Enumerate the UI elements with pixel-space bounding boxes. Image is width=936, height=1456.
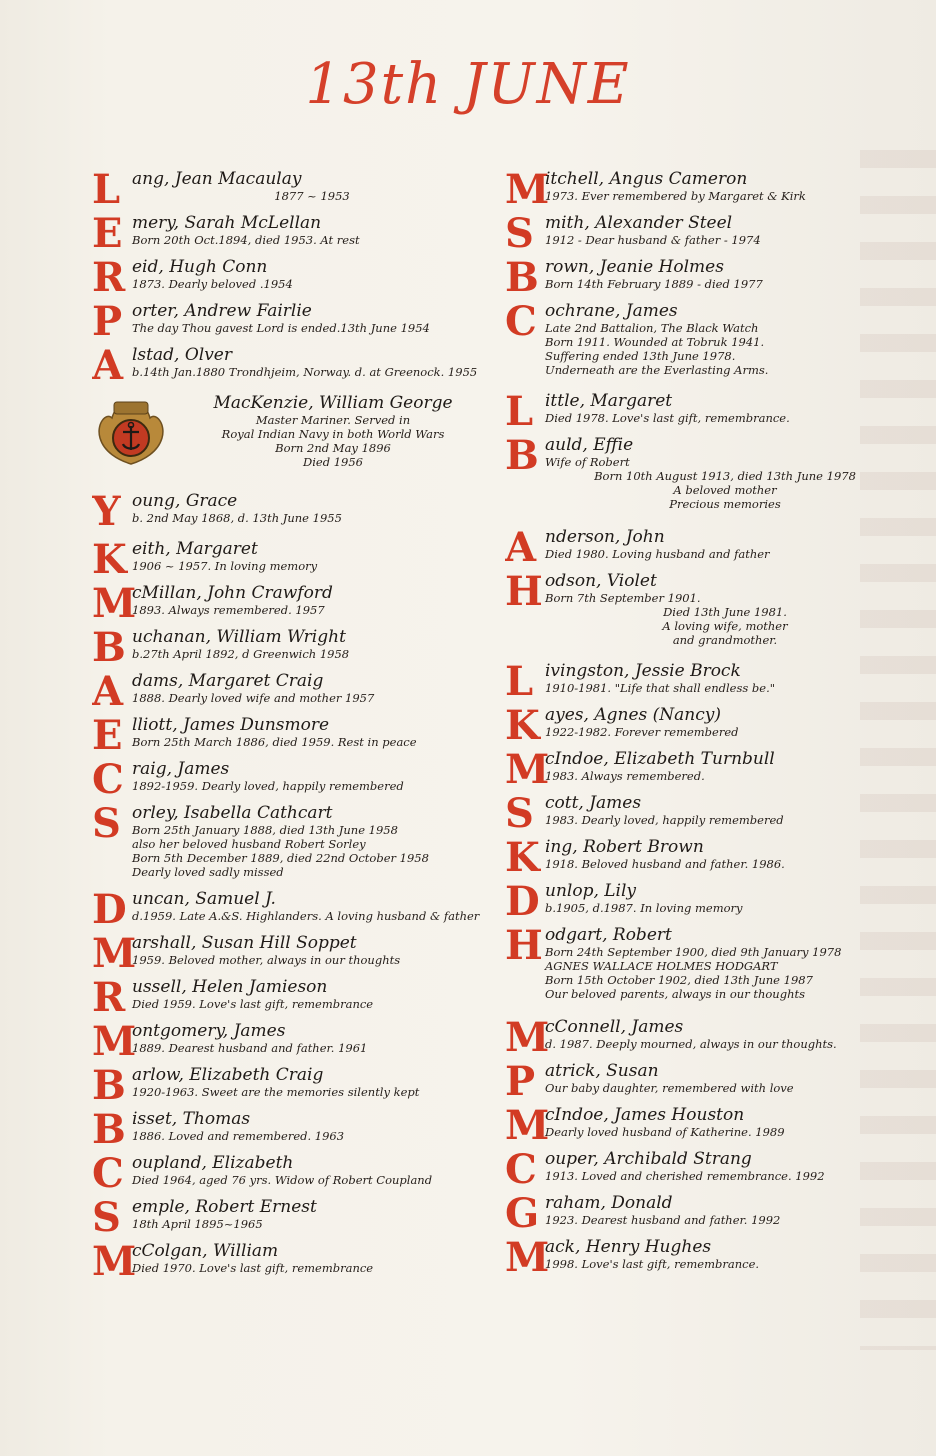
illuminated-initial: A (92, 346, 124, 389)
entry-body (174, 394, 492, 469)
illuminated-initial: M (505, 750, 550, 793)
entry-inscription: Master Mariner. Served in (255, 413, 411, 427)
entry-name: cConnell, James (545, 1018, 684, 1037)
entry-inscription: 1973. Ever remembered by Margaret & Kirk (545, 189, 806, 203)
illuminated-initial: E (92, 214, 123, 257)
illuminated-initial: M (505, 1106, 550, 1149)
entry-name: oupland, Elizabeth (132, 1154, 294, 1173)
entry-body (132, 716, 492, 749)
entry-inscription: Born 25th March 1886, died 1959. Rest in peace (132, 735, 417, 749)
entry-body (545, 838, 905, 871)
entry-body (545, 572, 905, 647)
memorial-entry (92, 214, 492, 258)
entry-inscription: 1922-1982. Forever remembered (545, 725, 739, 739)
entry-name: ivingston, Jessie Brock (545, 662, 741, 681)
memorial-entry (505, 1106, 905, 1150)
entry-name: eith, Margaret (132, 540, 258, 559)
illuminated-initial: D (92, 890, 127, 933)
entry-body (132, 492, 492, 525)
entry-inscription: 1983. Dearly loved, happily remembered (545, 813, 784, 827)
entry-name: lliott, James Dunsmore (132, 716, 330, 735)
memorial-entry (505, 1062, 905, 1106)
entry-name: cIndoe, Elizabeth Turnbull (545, 750, 775, 769)
entry-inscription: The day Thou gavest Lord is ended.13th June 1954 (132, 321, 430, 335)
illuminated-initial: S (505, 794, 534, 837)
entry-body (132, 1154, 492, 1187)
entry-body (545, 170, 905, 203)
illuminated-initial: C (92, 760, 124, 803)
entry-inscription: also her beloved husband Robert Sorley (132, 837, 366, 851)
entry-inscription: 1873. Dearly beloved .1954 (132, 277, 293, 291)
memorial-entry (505, 750, 905, 794)
entry-inscription: Died 1964, aged 76 yrs. Widow of Robert Coupland (132, 1173, 433, 1187)
entry-body (545, 436, 905, 511)
entry-inscription: Born 24th September 1900, died 9th January 1978 (545, 945, 842, 959)
entry-body (132, 1198, 492, 1231)
entry-body (545, 750, 905, 783)
entry-inscription: Born 10th August 1913, died 13th June 1978 (594, 469, 856, 483)
entry-inscription: b.1905, d.1987. In loving memory (545, 901, 743, 915)
memorial-entry (92, 394, 492, 492)
entry-name: ochrane, James (545, 302, 678, 321)
illuminated-initial: K (505, 838, 540, 881)
entry-body (545, 794, 905, 827)
entry-inscription: Born 7th September 1901. (545, 591, 701, 605)
entry-body (132, 628, 492, 661)
memorial-entry (505, 1238, 905, 1282)
illuminated-initial: R (92, 978, 126, 1021)
memorial-entry (92, 628, 492, 672)
entry-body (545, 926, 905, 1001)
entry-name: cColgan, William (132, 1242, 279, 1261)
entry-body (545, 882, 905, 915)
entry-body (132, 672, 492, 705)
right-column (505, 170, 905, 1282)
memorial-entry (92, 890, 492, 934)
entry-name: oung, Grace (132, 492, 238, 511)
illuminated-initial: P (92, 302, 123, 345)
entry-body (132, 978, 492, 1011)
illuminated-initial: L (505, 662, 534, 705)
entry-inscription: 18th April 1895~1965 (132, 1217, 263, 1231)
entry-inscription: Born 15th October 1902, died 13th June 1987 (545, 973, 813, 987)
entry-body (545, 1018, 905, 1051)
illuminated-initial: K (92, 540, 127, 583)
entry-name: orter, Andrew Fairlie (132, 302, 312, 321)
entry-name: mery, Sarah McLellan (132, 214, 322, 233)
illuminated-initial: A (92, 672, 124, 715)
entry-name: raig, James (132, 760, 230, 779)
illuminated-initial: H (505, 572, 543, 615)
illuminated-initial: B (505, 436, 539, 479)
entry-name: raham, Donald (545, 1194, 673, 1213)
entry-inscription: 1913. Loved and cherished remembrance. 1992 (545, 1169, 825, 1183)
entry-name: ontgomery, James (132, 1022, 286, 1041)
memorial-entry (92, 1154, 492, 1198)
illuminated-initial: M (92, 584, 137, 627)
entry-inscription: b.14th Jan.1880 Trondhjeim, Norway. d. at Greenock. 1955 (132, 365, 478, 379)
entry-inscription: Died 1978. Love's last gift, remembrance. (545, 411, 790, 425)
entry-inscription: 1920-1963. Sweet are the memories silently kept (132, 1085, 420, 1099)
entry-body (545, 1106, 905, 1139)
entry-body (132, 760, 492, 793)
entry-inscription: Died 13th June 1981. (663, 605, 787, 619)
entry-inscription: Royal Indian Navy in both World Wars (221, 427, 445, 441)
illuminated-initial: R (92, 258, 126, 301)
entry-inscription: Precious memories (669, 497, 781, 511)
illuminated-initial: S (92, 1198, 121, 1241)
entry-body (545, 392, 905, 425)
memorial-entry (92, 540, 492, 584)
illuminated-initial: M (92, 1022, 137, 1065)
entry-inscription: 1910-1981. "Life that shall endless be." (545, 681, 776, 695)
entry-inscription: Dearly loved husband of Katherine. 1989 (545, 1125, 785, 1139)
entry-inscription: A loving wife, mother (662, 619, 788, 633)
memorial-entry (505, 926, 905, 1018)
memorial-entry (505, 170, 905, 214)
entry-body (545, 214, 905, 247)
entry-body (545, 528, 905, 561)
entry-name: itchell, Angus Cameron (545, 170, 748, 189)
entry-name: emple, Robert Ernest (132, 1198, 317, 1217)
entry-name: uncan, Samuel J. (132, 890, 276, 909)
entry-name: ang, Jean Macaulay (132, 170, 302, 189)
entry-inscription: and grandmother. (672, 633, 778, 647)
memorial-entry (505, 662, 905, 706)
memorial-entry (505, 1018, 905, 1062)
memorial-entry (505, 436, 905, 528)
memorial-entry (505, 1194, 905, 1238)
entry-inscription: 1889. Dearest husband and father. 1961 (132, 1041, 368, 1055)
memorial-entry (92, 584, 492, 628)
memorial-entry (505, 258, 905, 302)
illuminated-initial: K (505, 706, 540, 749)
memorial-entry (92, 1022, 492, 1066)
illuminated-initial: Y (92, 492, 121, 535)
illuminated-initial: B (92, 1066, 126, 1109)
memorial-entry (505, 706, 905, 750)
illuminated-initial: M (92, 934, 137, 977)
entry-body (545, 1062, 905, 1095)
entry-name: arshall, Susan Hill Soppet (132, 934, 357, 953)
entry-inscription: Our beloved parents, always in our thoughts (545, 987, 805, 1001)
entry-name: cMillan, John Crawford (132, 584, 333, 603)
entry-body (132, 302, 492, 335)
memorial-entry (505, 572, 905, 662)
illuminated-initial: M (92, 1242, 137, 1285)
entry-body (545, 1150, 905, 1183)
illuminated-initial: B (92, 1110, 126, 1153)
entry-name: nderson, John (545, 528, 665, 547)
entry-body (132, 934, 492, 967)
memorial-entry (92, 760, 492, 804)
entry-inscription: 1906 ~ 1957. In loving memory (132, 559, 318, 573)
illuminated-initial: M (505, 170, 550, 213)
entry-inscription: Died 1970. Love's last gift, remembrance (132, 1261, 374, 1275)
entry-inscription: b. 2nd May 1868, d. 13th June 1955 (132, 511, 342, 525)
entry-inscription: 1912 - Dear husband & father - 1974 (545, 233, 761, 247)
memorial-entry (92, 1066, 492, 1110)
entry-name: odgart, Robert (545, 926, 672, 945)
entry-name: rown, Jeanie Holmes (545, 258, 724, 277)
entry-inscription: 1888. Dearly loved wife and mother 1957 (132, 691, 375, 705)
memorial-entry (92, 1110, 492, 1154)
entry-name: ing, Robert Brown (545, 838, 704, 857)
illuminated-initial: P (505, 1062, 536, 1105)
entry-inscription: Died 1956 (303, 455, 363, 469)
entry-body (132, 890, 492, 923)
memorial-entry (92, 978, 492, 1022)
memorial-entry (92, 492, 492, 540)
entry-body (132, 170, 492, 203)
entry-inscription: Born 14th February 1889 - died 1977 (545, 277, 763, 291)
entry-inscription: 1998. Love's last gift, remembrance. (545, 1257, 760, 1271)
entry-body (132, 540, 492, 573)
entry-name: atrick, Susan (545, 1062, 659, 1081)
memorial-entry (505, 528, 905, 572)
entry-inscription: 1983. Always remembered. (545, 769, 705, 783)
memorial-entry (505, 794, 905, 838)
illuminated-initial: M (505, 1238, 550, 1281)
memorial-entry (92, 804, 492, 890)
entry-inscription: Wife of Robert (545, 455, 630, 469)
illuminated-initial: E (92, 716, 123, 759)
entry-inscription: A beloved mother (673, 483, 777, 497)
entry-name: ussell, Helen Jamieson (132, 978, 328, 997)
memorial-entry (92, 302, 492, 346)
illuminated-initial: C (505, 1150, 537, 1193)
entry-name: cott, James (545, 794, 642, 813)
illuminated-initial: L (92, 170, 121, 213)
memorial-entry (505, 302, 905, 392)
entry-inscription: Born 2nd May 1896 (275, 441, 391, 455)
entry-name: orley, Isabella Cathcart (132, 804, 333, 823)
entry-inscription: Born 5th December 1889, died 22nd October 1958 (132, 851, 429, 865)
entry-body (132, 1110, 492, 1143)
entry-name: ayes, Agnes (Nancy) (545, 706, 721, 725)
entry-body (545, 302, 905, 377)
entry-inscription: Born 20th Oct.1894, died 1953. At rest (132, 233, 360, 247)
memorial-entry (505, 392, 905, 436)
illuminated-initial: C (505, 302, 537, 345)
entry-body (545, 1194, 905, 1227)
entry-name: lstad, Olver (132, 346, 232, 365)
entry-name: dams, Margaret Craig (132, 672, 324, 691)
illuminated-initial: B (505, 258, 539, 301)
entry-body (545, 258, 905, 291)
entry-body (132, 346, 492, 379)
entry-name: MacKenzie, William George (213, 394, 453, 413)
entry-inscription: 1923. Dearest husband and father. 1992 (545, 1213, 781, 1227)
entry-body (132, 258, 492, 291)
entry-inscription: AGNES WALLACE HOLMES HODGART (545, 959, 778, 973)
entry-name: ouper, Archibald Strang (545, 1150, 752, 1169)
entry-inscription: 1918. Beloved husband and father. 1986. (545, 857, 785, 871)
entry-name: eid, Hugh Conn (132, 258, 268, 277)
memorial-entry (92, 1242, 492, 1286)
entry-inscription: Dearly loved sadly missed (132, 865, 284, 879)
memorial-entry (92, 346, 492, 394)
entry-inscription: 1893. Always remembered. 1957 (132, 603, 325, 617)
memorial-entry (505, 1150, 905, 1194)
entry-name: isset, Thomas (132, 1110, 251, 1129)
entry-body (132, 1022, 492, 1055)
illuminated-initial: S (505, 214, 534, 257)
entry-name: odson, Violet (545, 572, 657, 591)
entry-inscription: Born 25th January 1888, died 13th June 1958 (132, 823, 398, 837)
naval-crest-icon (92, 394, 170, 474)
memorial-entry (505, 838, 905, 882)
memorial-entry (92, 934, 492, 978)
entry-body (132, 584, 492, 617)
entry-name: unlop, Lily (545, 882, 637, 901)
entry-inscription: Died 1959. Love's last gift, remembrance (132, 997, 374, 1011)
entry-inscription: Late 2nd Battalion, The Black Watch (545, 321, 759, 335)
illuminated-initial: B (92, 628, 126, 671)
memorial-entry (505, 882, 905, 926)
illuminated-initial: A (505, 528, 537, 571)
entry-inscription: Born 1911. Wounded at Tobruk 1941. (545, 335, 765, 349)
illuminated-initial: M (505, 1018, 550, 1061)
entry-name: ack, Henry Hughes (545, 1238, 712, 1257)
entry-name: arlow, Elizabeth Craig (132, 1066, 324, 1085)
entry-inscription: d.1959. Late A.&S. Highlanders. A loving husband & father (132, 909, 480, 923)
memorial-entry (505, 214, 905, 258)
entry-name: auld, Effie (545, 436, 634, 455)
entry-inscription: 1892-1959. Dearly loved, happily remembered (132, 779, 404, 793)
memorial-entry (92, 1198, 492, 1242)
illuminated-initial: C (92, 1154, 124, 1197)
illuminated-initial: D (505, 882, 540, 925)
page-title: 13th JUNE (305, 52, 631, 117)
entry-inscription: b.27th April 1892, d Greenwich 1958 (132, 647, 350, 661)
illuminated-initial: S (92, 804, 121, 847)
entry-inscription: Underneath are the Everlasting Arms. (545, 363, 769, 377)
entry-body (545, 662, 905, 695)
entry-inscription: Suffering ended 13th June 1978. (545, 349, 736, 363)
left-column (92, 170, 492, 1286)
entry-inscription: Died 1980. Loving husband and father (545, 547, 770, 561)
entry-body (132, 214, 492, 247)
entry-name: mith, Alexander Steel (545, 214, 733, 233)
entry-body (545, 706, 905, 739)
illuminated-initial: G (505, 1194, 540, 1237)
entry-name: uchanan, William Wright (132, 628, 346, 647)
entry-inscription: Our baby daughter, remembered with love (545, 1081, 794, 1095)
memorial-entry (92, 716, 492, 760)
memorial-entry (92, 170, 492, 214)
memorial-entry (92, 672, 492, 716)
entry-body (132, 804, 492, 879)
memorial-entry (92, 258, 492, 302)
entry-body (545, 1238, 905, 1271)
illuminated-initial: L (505, 392, 534, 435)
entry-name: ittle, Margaret (545, 392, 673, 411)
entry-name: cIndoe, James Houston (545, 1106, 745, 1125)
entry-inscription: 1886. Loved and remembered. 1963 (132, 1129, 345, 1143)
entry-inscription: d. 1987. Deeply mourned, always in our thoughts. (545, 1037, 837, 1051)
illuminated-initial: H (505, 926, 543, 969)
entry-body (132, 1242, 492, 1275)
entry-inscription: 1959. Beloved mother, always in our thoughts (132, 953, 401, 967)
entry-body (132, 1066, 492, 1099)
entry-inscription: 1877 ~ 1953 (274, 189, 350, 203)
